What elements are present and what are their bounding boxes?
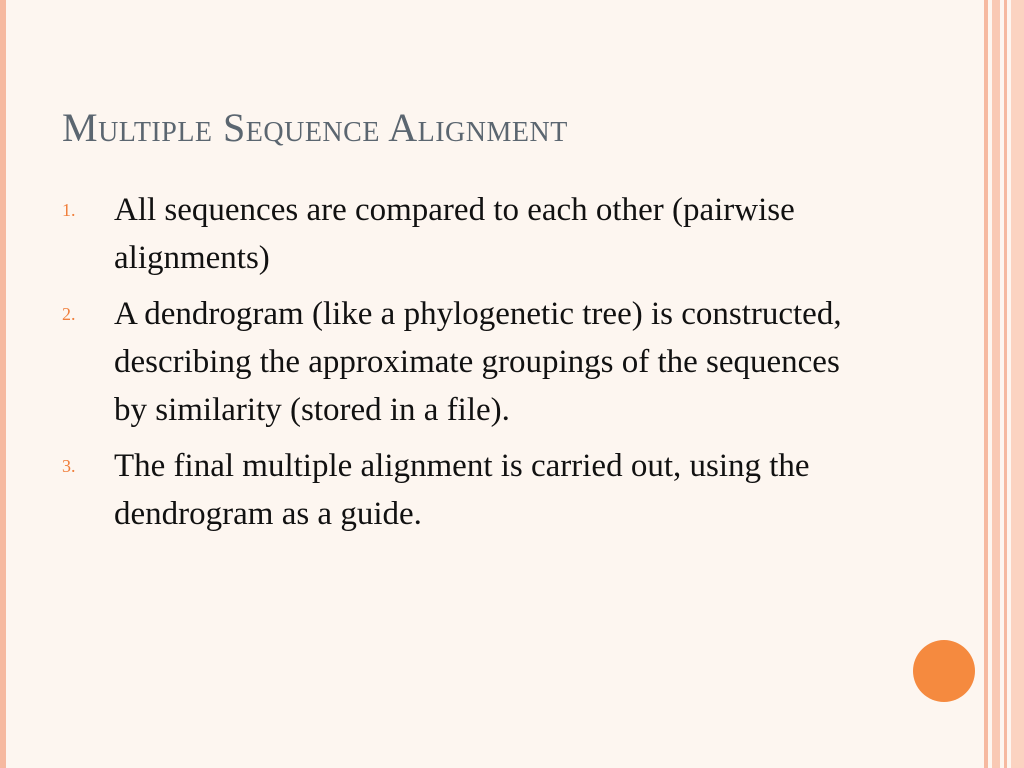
list-item-number: 2. — [62, 304, 76, 324]
list-item-text: A dendrogram (like a phylogenetic tree) is constructed, describing the approximate groupings of the sequences by similarity (stored in a file). — [114, 296, 842, 428]
decorative-orange-circle — [913, 640, 975, 702]
list-item — [62, 442, 892, 538]
list-item-number: 3. — [62, 456, 76, 476]
list-item — [62, 186, 892, 282]
right-decorative-stripes — [984, 0, 1024, 768]
left-border — [0, 0, 6, 768]
slide-title: Multiple Sequence Alignment — [62, 105, 568, 150]
stripe — [1011, 0, 1024, 768]
list-item-text: The final multiple alignment is carried out, using the dendrogram as a guide. — [114, 448, 810, 532]
stripe — [984, 0, 988, 768]
list-item-number: 1. — [62, 200, 76, 220]
numbered-list — [62, 186, 892, 546]
stripe — [992, 0, 1000, 768]
stripe — [1004, 0, 1007, 768]
list-item-text: All sequences are compared to each other (pairwise alignments) — [114, 192, 795, 276]
list-item — [62, 290, 892, 434]
